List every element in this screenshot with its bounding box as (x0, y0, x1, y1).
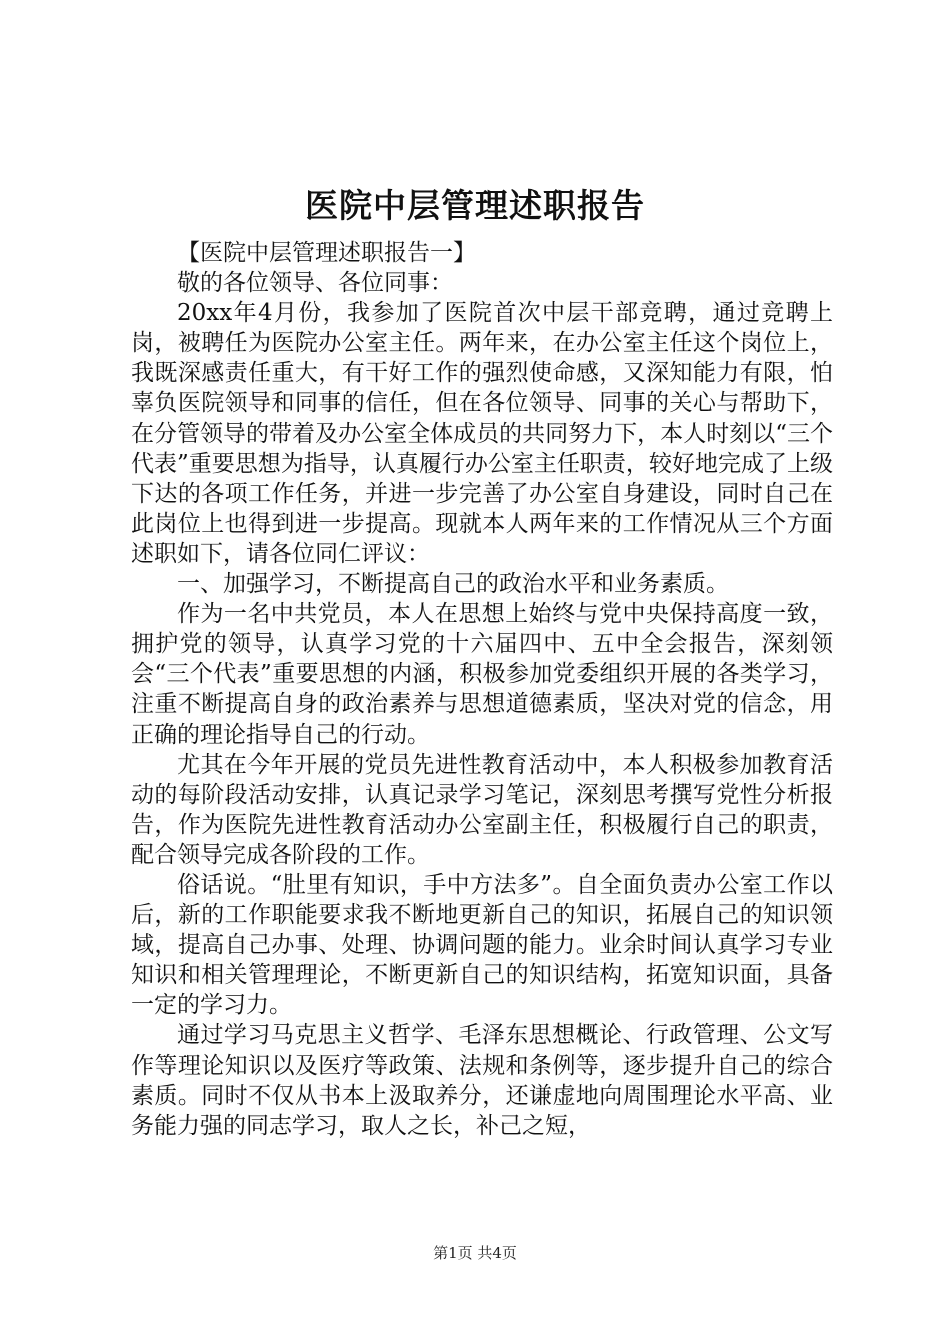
body-paragraph: 作为一名中共党员，本人在思想上始终与党中央保持高度一致，拥护党的领导，认真学习党的十六届四中、五中全会报告，深刻领会“三个代表”重要思想的内涵，积极参加党委组织开展的各类学习，注重不断提高自身的政治素养与思想道德素质，坚决对党的信念，用正确的理论指导自己的行动。 (131, 601, 833, 748)
body-paragraph: 尤其在今年开展的党员先进性教育活动中，本人积极参加教育活动的每阶段活动安排，认真记录学习笔记，深刻思考撰写党性分析报告，作为医院先进性教育活动办公室副主任，积极履行自己的职责，配合领导完成各阶段的工作。 (131, 751, 833, 868)
document-body (131, 238, 833, 1141)
document-title: 医院中层管理述职报告 (305, 186, 645, 225)
section-heading: 【医院中层管理述职报告一】 (177, 240, 476, 266)
body-paragraph: 20xx年4月份，我参加了医院首次中层干部竞聘，通过竞聘上岗，被聘任为医院办公室主任。两年来，在办公室主任这个岗位上，我既深感责任重大，有干好工作的强烈使命感，又深知能力有限，怕辜负医院领导和同事的信任，但在各位领导、同事的关心与帮助下，在分管领导的带着及办公室全体成员的共同努力下，本人时刻以“三个代表”重要思想为指导，认真履行办公室主任职责，较好地完成了上级下达的各项工作任务，并进一步完善了办公室自身建设，同时自己在此岗位上也得到进一步提高。现就本人两年来的工作情况从三个方面述职如下，请各位同仁评议： (131, 300, 833, 567)
body-paragraph: 一、加强学习，不断提高自己的政治水平和业务素质。 (177, 571, 729, 598)
body-paragraph: 通过学习马克思主义哲学、毛泽东思想概论、行政管理、公文写作等理论知识以及医疗等政策、法规和条例等，逐步提升自己的综合素质。同时不仅从书本上汲取养分，还谦虚地向周围理论水平高、业务能力强的同志学习，取人之长，补己之短， (131, 1022, 833, 1139)
body-paragraph: 俗话说。“肚里有知识，手中方法多”。自全面负责办公室工作以后，新的工作职能要求我不断地更新自己的知识，拓展自己的知识领域，提高自己办事、处理、协调问题的能力。业余时间认真学习专业知识和相关管理理论，不断更新自己的知识结构，拓宽知识面，具备一定的学习力。 (131, 871, 833, 1019)
page-number-footer: 第1页 共4页 (433, 1244, 517, 1262)
salutation: 敬的各位领导、各位同事： (177, 270, 453, 297)
